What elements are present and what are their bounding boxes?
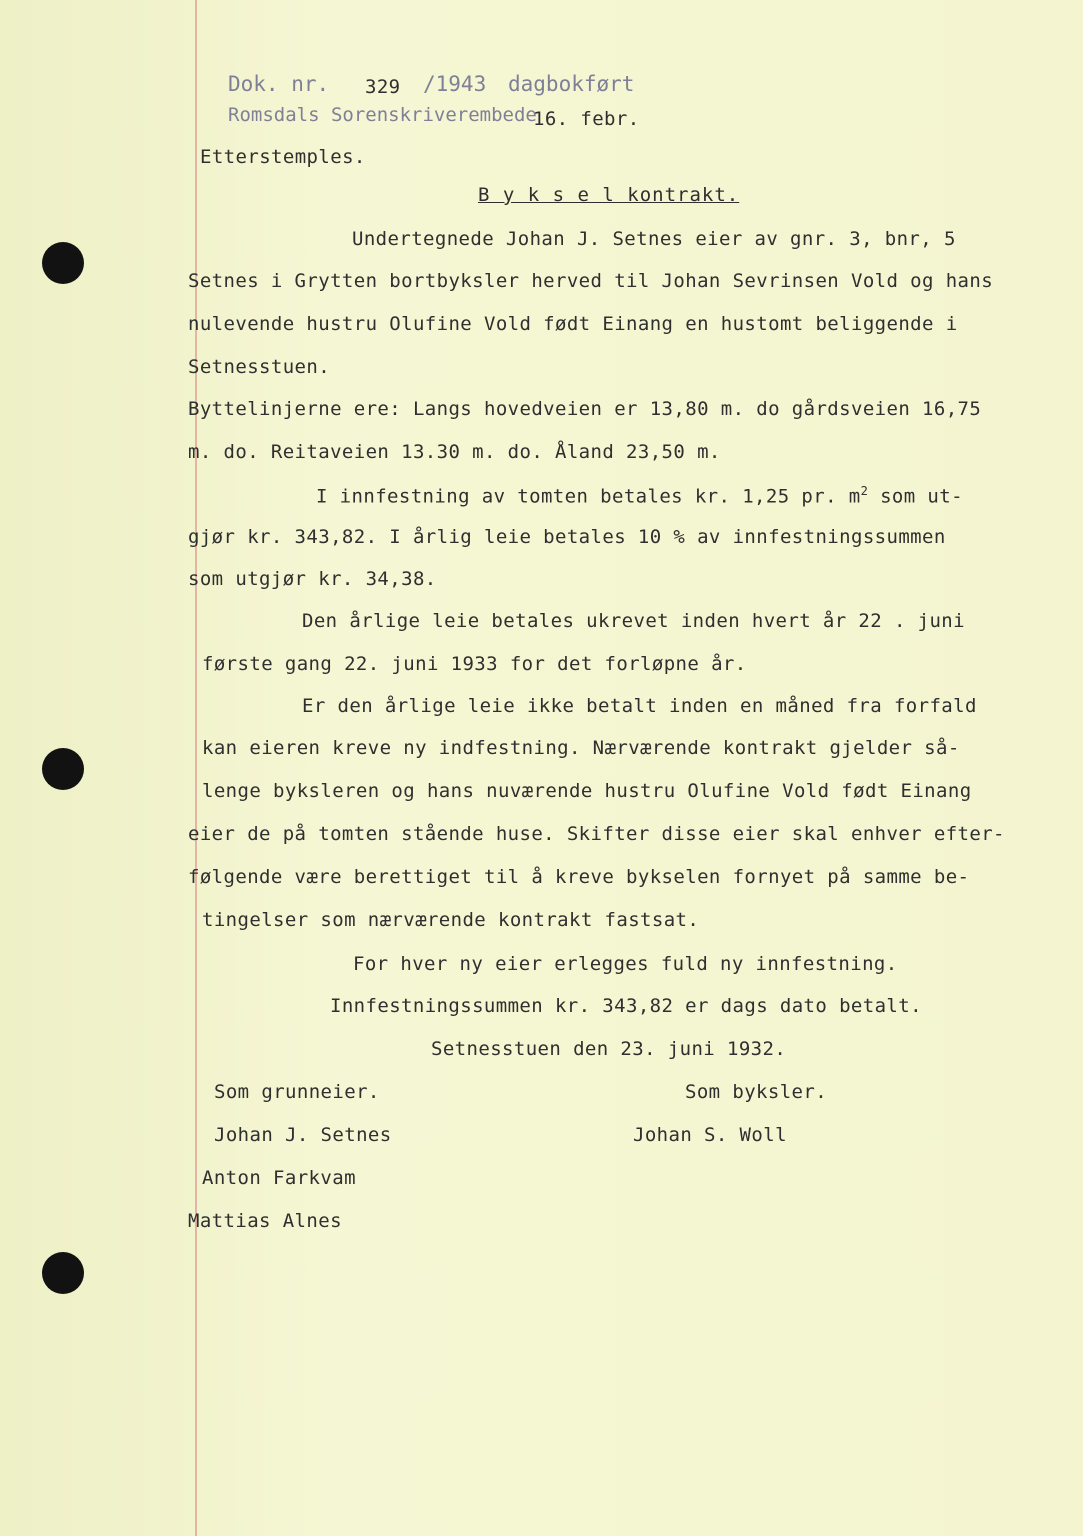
signature-name: Johan S. Woll — [633, 1124, 787, 1146]
signature-name: Anton Farkvam — [202, 1167, 356, 1189]
signature-role-landowner: Som grunneier. — [214, 1081, 380, 1103]
paragraph-line: eier de på tomten stående huse. Skifter disse eier skal enhver efter- — [188, 823, 1005, 845]
stamp-office: Romsdals Sorenskriverembede — [228, 104, 537, 126]
document-title: B y k s e l kontrakt. — [478, 184, 740, 206]
stamp-doc-number: 329 — [365, 76, 401, 98]
paragraph-line: som utgjør kr. 34,38. — [188, 568, 437, 590]
punch-hole — [42, 748, 84, 790]
paragraph-line: første gang 22. juni 1933 for det forløpne år. — [202, 653, 747, 675]
superscript-2: 2 — [860, 484, 869, 498]
punch-hole — [42, 1252, 84, 1294]
place-date-line: Setnesstuen den 23. juni 1932. — [431, 1038, 787, 1060]
paragraph-line: kan eieren kreve ny indfestning. Nærværende kontrakt gjelder så- — [202, 737, 960, 759]
signature-role-lessee: Som byksler. — [685, 1081, 828, 1103]
stamp-date: 16. febr. — [533, 108, 640, 130]
paragraph-line: I innfestning av tomten betales kr. 1,25 pr. $m^2$ som ut- — [316, 484, 963, 508]
stamp-year: /1943 — [423, 72, 487, 96]
signature-name: Johan J. Setnes — [214, 1124, 392, 1146]
paragraph-line: Undertegnede Johan J. Setnes eier av gnr. 3, bnr, 5 — [352, 228, 956, 250]
paragraph-line: For hver ny eier erlegges fuld ny innfestning. — [353, 953, 898, 975]
paragraph-line: Er den årlige leie ikke betalt inden en måned fra forfald — [302, 695, 977, 717]
paragraph-line: følgende være berettiget til å kreve bykselen fornyet på samme be- — [188, 866, 970, 888]
paragraph-line: Setnesstuen. — [188, 356, 331, 378]
margin-line — [195, 0, 197, 1536]
paragraph-line: nulevende hustru Olufine Vold født Einang en hustomt beliggende i — [188, 313, 958, 335]
paragraph-line: Innfestningssummen kr. 343,82 er dags dato betalt. — [330, 995, 922, 1017]
paragraph-line: Setnes i Grytten bortbyksler herved til Johan Sevrinsen Vold og hans — [188, 270, 994, 292]
paragraph-line: tingelser som nærværende kontrakt fastsat. — [202, 909, 700, 931]
stamp-doc-label: Dok. nr. — [228, 72, 330, 96]
note-text: Etterstemples. — [200, 146, 366, 168]
paragraph-line: m. do. Reitaveien 13.30 m. do. Åland 23,50 m. — [188, 441, 721, 463]
paragraph-line: Byttelinjerne ere: Langs hovedveien er 13,80 m. do gårdsveien 16,75 — [188, 398, 982, 420]
punch-hole — [42, 242, 84, 284]
paragraph-line: Den årlige leie betales ukrevet inden hvert år 22 . juni — [302, 610, 965, 632]
paragraph-line: gjør kr. 343,82. I årlig leie betales 10 % av innfestningssummen — [188, 526, 946, 548]
stamp-status: dagbokført — [508, 72, 635, 96]
paragraph-line: lenge byksleren og hans nuværende hustru Olufine Vold født Einang — [202, 780, 972, 802]
signature-name: Mattias Alnes — [188, 1210, 342, 1232]
